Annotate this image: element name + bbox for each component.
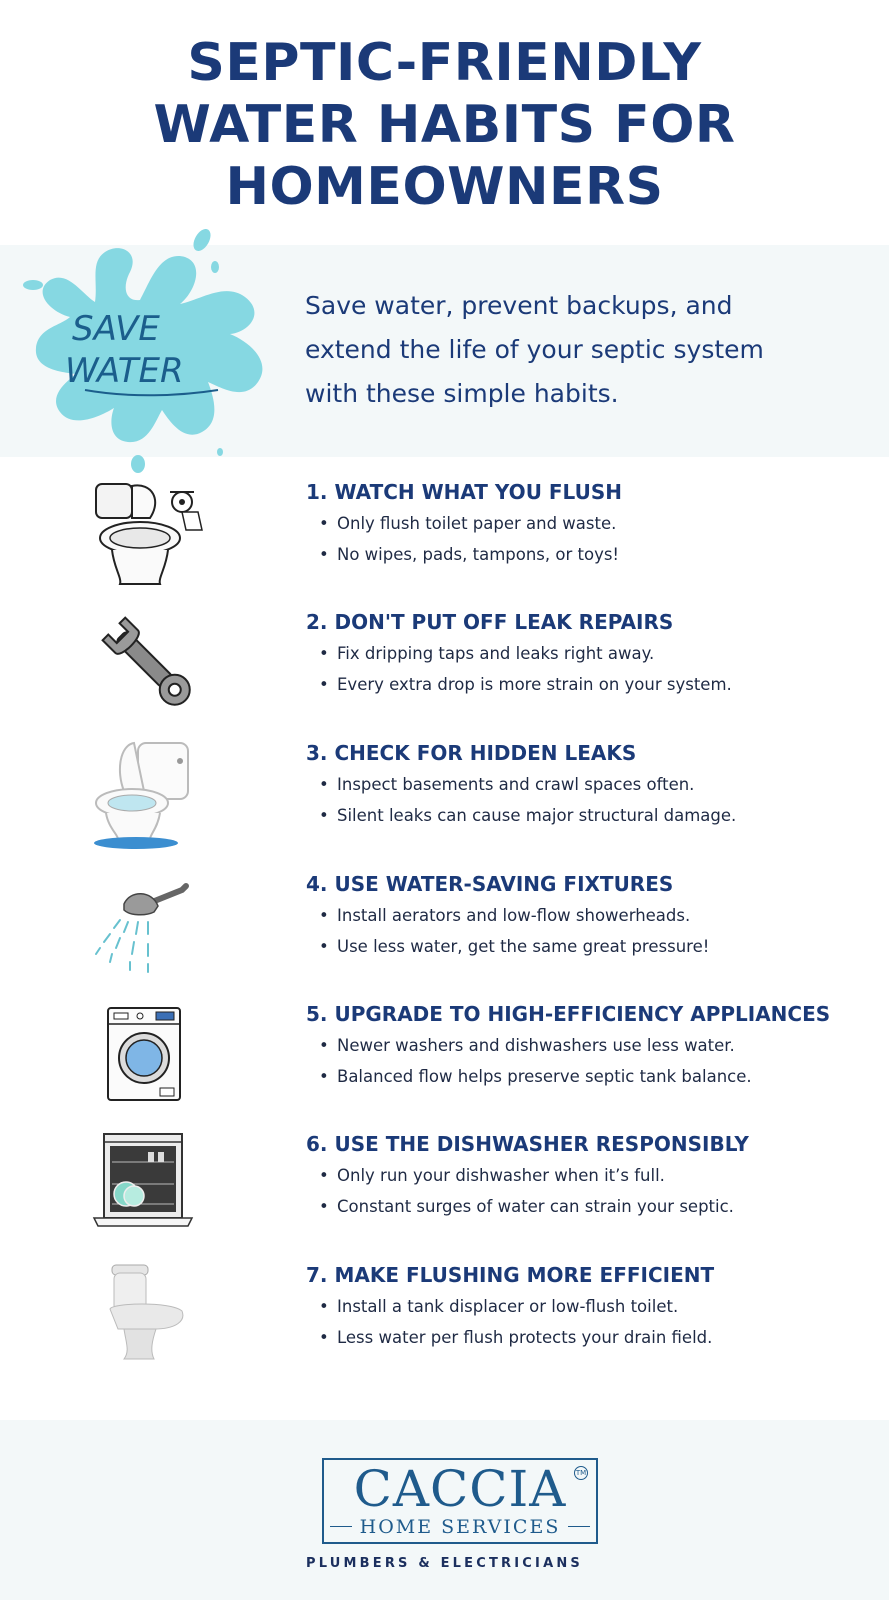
tip-bullet: • Install aerators and low-flow showerheads.: [313, 900, 709, 931]
logo-main-text: CACCIA: [353, 1460, 567, 1518]
tip-6: [0, 1132, 889, 1252]
tip-heading: 2. DON'T PUT OFF LEAK REPAIRS: [306, 610, 674, 634]
intro-line-2: extend the life of your septic system: [305, 335, 764, 364]
wrench-icon: [90, 610, 210, 720]
intro-text: [305, 284, 865, 416]
tip-heading: 4. USE WATER-SAVING FIXTURES: [306, 872, 674, 896]
tip-bullet: • Install a tank displacer or low-flush toilet.: [313, 1291, 712, 1322]
tip-5: [0, 1002, 889, 1122]
tip-bullets: [313, 1291, 712, 1353]
tip-bullet: • Balanced flow helps preserve septic tank balance.: [313, 1061, 752, 1092]
tip-4: [0, 872, 889, 992]
tip-bullets: [313, 638, 732, 700]
tip-bullet: • Only flush toilet paper and waste.: [313, 508, 619, 539]
tip-bullet: • Silent leaks can cause major structural damage.: [313, 800, 736, 831]
badge-save-text: SAVE: [72, 309, 160, 349]
tip-2: [0, 610, 889, 730]
tip-bullets: [313, 900, 709, 962]
footer: [0, 1420, 889, 1600]
badge-water-text: WATER: [65, 351, 184, 391]
tip-bullet: • Every extra drop is more strain on your system.: [313, 669, 732, 700]
tip-7: [0, 1263, 889, 1383]
page-title: [0, 32, 889, 218]
leaking-toilet-icon: [90, 741, 210, 851]
title-line-3: HOMEOWNERS: [225, 157, 664, 217]
title-line-1: SEPTIC-FRIENDLY: [187, 33, 702, 93]
intro-line-3: with these simple habits.: [305, 379, 619, 408]
save-water-splash-icon: [10, 222, 280, 484]
caccia-logo: [322, 1458, 598, 1544]
tip-bullet: • Only run your dishwasher when it’s full.: [313, 1160, 734, 1191]
logo-sub-text: HOME SERVICES: [359, 1516, 561, 1538]
tip-heading: 6. USE THE DISHWASHER RESPONSIBLY: [306, 1132, 749, 1156]
intro-line-1: Save water, prevent backups, and: [305, 291, 733, 320]
dishwasher-icon: [90, 1132, 210, 1242]
tip-bullets: [313, 769, 736, 831]
tip-bullets: [313, 1160, 734, 1222]
logo-tagline: PLUMBERS & ELECTRICIANS: [306, 1556, 583, 1571]
tip-heading: 1. WATCH WHAT YOU FLUSH: [306, 480, 622, 504]
tip-bullet: • Inspect basements and crawl spaces often.: [313, 769, 736, 800]
tip-bullets: [313, 1030, 752, 1092]
tip-bullet: • Less water per flush protects your drain field.: [313, 1322, 712, 1353]
tip-bullet: • No wipes, pads, tampons, or toys!: [313, 539, 619, 570]
showerhead-icon: [90, 872, 210, 982]
tip-heading: 3. CHECK FOR HIDDEN LEAKS: [306, 741, 637, 765]
logo-trademark: TM: [574, 1466, 588, 1480]
tip-heading: 5. UPGRADE TO HIGH-EFFICIENCY APPLIANCES: [306, 1002, 831, 1026]
washing-machine-icon: [90, 1002, 210, 1112]
title-line-2: WATER HABITS FOR: [153, 95, 736, 155]
toilet-with-paper-icon: [90, 480, 210, 590]
tip-3: [0, 741, 889, 861]
logo-rule-right: [568, 1526, 590, 1527]
low-flush-toilet-icon: [90, 1263, 210, 1373]
tip-bullet: • Constant surges of water can strain your septic.: [313, 1191, 734, 1222]
tip-heading: 7. MAKE FLUSHING MORE EFFICIENT: [306, 1263, 715, 1287]
tip-bullet: • Use less water, get the same great pressure!: [313, 931, 709, 962]
tip-bullets: [313, 508, 619, 570]
tip-1: [0, 480, 889, 600]
tip-bullet: • Fix dripping taps and leaks right away.: [313, 638, 732, 669]
tip-bullet: • Newer washers and dishwashers use less water.: [313, 1030, 752, 1061]
